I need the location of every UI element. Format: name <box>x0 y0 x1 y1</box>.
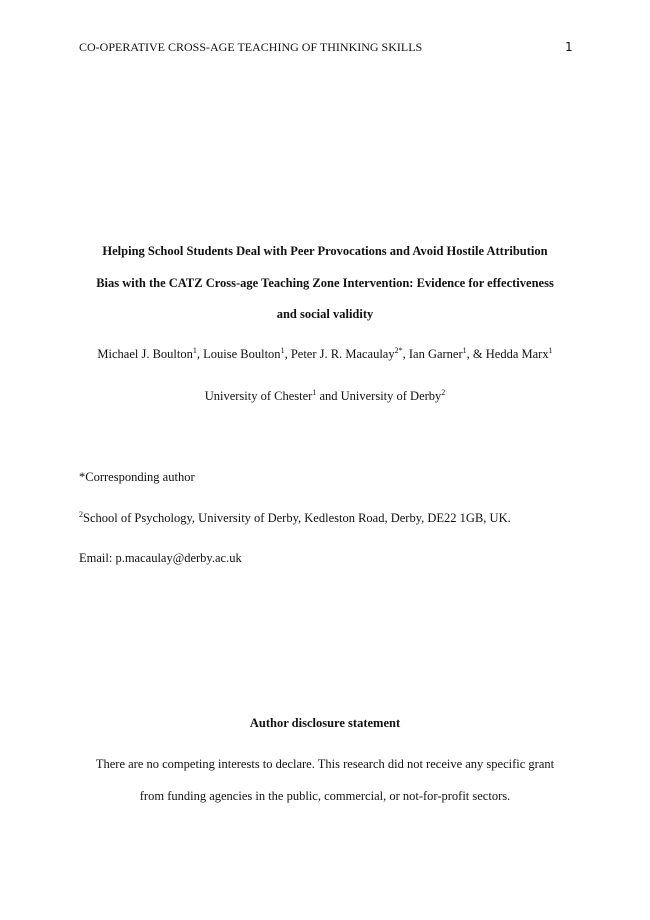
author-separator: , <box>284 347 291 361</box>
correspondence-address <box>79 511 511 526</box>
author-name: Hedda Marx <box>485 347 549 361</box>
affiliation-chester: University of Chester <box>204 389 313 403</box>
author-separator: , & <box>466 347 486 361</box>
page-number: 1 <box>565 40 573 54</box>
author-affiliation-mark: 1 <box>548 345 553 355</box>
affiliation-mark: 2 <box>441 387 446 397</box>
author-name: Ian Garner <box>408 347 463 361</box>
title-line-3: and social validity <box>276 307 374 321</box>
title-line-2: Bias with the CATZ Cross-age Teaching Zone Intervention: Evidence for effectiveness <box>96 276 554 290</box>
affiliation-derby: University of Derby <box>340 389 442 403</box>
disclosure-heading: Author disclosure statement <box>249 716 401 730</box>
running-head: CO-OPERATIVE CROSS-AGE TEACHING OF THINKING SKILLS <box>79 40 423 54</box>
author-affiliation-mark: 1 <box>462 345 467 355</box>
author-separator: , <box>402 347 409 361</box>
correspondence-email: Email: p.macaulay@derby.ac.uk <box>79 551 242 565</box>
address-text: School of Psychology, University of Derby, Kedleston Road, Derby, DE22 1GB, UK. <box>83 511 511 525</box>
affiliation-mark: 1 <box>312 387 317 397</box>
author-affiliation-mark: 1 <box>192 345 197 355</box>
title-line-1: Helping School Students Deal with Peer Provocations and Avoid Hostile Attribution <box>102 244 548 258</box>
affiliations <box>40 389 610 404</box>
author-affiliation-mark: 1 <box>280 345 285 355</box>
author-name: Michael J. Boulton <box>97 347 193 361</box>
author-affiliation-mark: 2* <box>394 345 403 355</box>
corresponding-author-label: *Corresponding author <box>79 470 195 484</box>
address-affiliation-mark: 2 <box>79 509 83 519</box>
author-name: Peter J. R. Macaulay <box>290 347 395 361</box>
disclosure-line-2: from funding agencies in the public, commercial, or not-for-profit sectors. <box>139 789 511 803</box>
disclosure-line-1: There are no competing interests to declare. This research did not receive any specific grant <box>95 757 555 771</box>
author-list <box>40 347 610 362</box>
affiliation-joiner: and <box>316 389 341 403</box>
author-name: Louise Boulton <box>203 347 281 361</box>
author-separator: , <box>196 347 204 361</box>
